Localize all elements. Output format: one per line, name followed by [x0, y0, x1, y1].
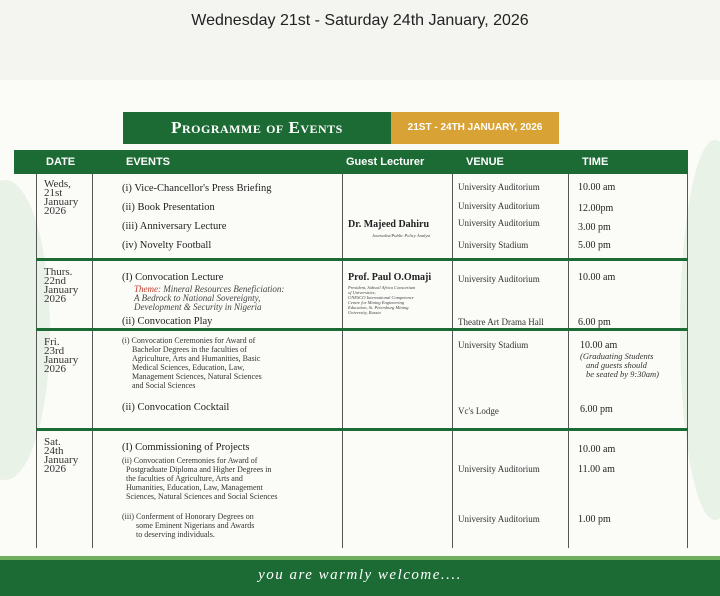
event-item: (i) Vice-Chancellor's Press Briefing — [122, 183, 272, 194]
event-line: (ii) Convocation Ceremonies for Award of — [122, 456, 258, 465]
time: 5.00 pm — [578, 240, 611, 251]
table-line — [92, 174, 93, 548]
time: 3.00 pm — [578, 222, 611, 233]
col-venue: VENUE — [466, 156, 504, 168]
event-item: (I) Commissioning of Projects — [122, 442, 250, 453]
date-line: January — [44, 284, 79, 296]
lecturer-name: Dr. Majeed Dahiru — [348, 219, 430, 230]
event-item — [122, 456, 278, 501]
row-separator — [36, 428, 688, 431]
date-line: 21st — [44, 187, 63, 199]
venue: Theatre Art Drama Hall — [458, 317, 544, 327]
note-line: be seated by 9:30am) — [586, 369, 659, 379]
day2-date — [44, 268, 78, 304]
time: 10.00 am — [578, 182, 616, 193]
col-lecturer: Guest Lecturer — [346, 156, 425, 168]
lecturer-line: UNESCO International Competence — [348, 295, 414, 300]
venue: University Auditorium — [458, 182, 540, 192]
venue: University Auditorium — [458, 218, 540, 228]
theme-label: Theme: — [134, 284, 161, 294]
col-time: TIME — [582, 156, 609, 168]
event-item: (ii) Book Presentation — [122, 202, 215, 213]
date-line: 2026 — [44, 463, 66, 475]
event-item: (ii) Convocation Play — [122, 316, 213, 327]
time: 10.00 am — [580, 340, 618, 351]
lecturer-name: Prof. Paul O.Omaji — [348, 272, 432, 283]
row-separator — [36, 328, 688, 331]
date-line: 2026 — [44, 293, 66, 305]
date-line: 22nd — [44, 275, 66, 287]
venue: University Stadium — [458, 240, 529, 250]
date-line: Weds, — [44, 178, 71, 190]
venue: University Auditorium — [458, 464, 540, 474]
date-line: Wednesday 21st - Saturday 24th January, 2026 — [191, 12, 529, 29]
date-line: Fri. — [44, 336, 60, 348]
lecture-theme — [134, 285, 284, 312]
date-line: 2026 — [44, 363, 66, 375]
table-line — [342, 174, 343, 548]
time: 6.00 pm — [580, 404, 613, 415]
welcome-footer: you are warmly welcome.... — [0, 560, 720, 596]
time: 12.00pm — [578, 203, 614, 214]
col-events: EVENTS — [126, 156, 171, 168]
event-line: (i) Convocation Ceremonies for Award of — [122, 336, 256, 345]
seating-note — [580, 352, 659, 379]
event-line: Bachelor Degrees in the faculties of — [132, 345, 247, 354]
lecturer-title — [348, 285, 415, 315]
event-line: Medical Sciences, Education, Law, — [132, 363, 245, 372]
date-line: 23rd — [44, 345, 65, 357]
event-line: (iii) Conferment of Honorary Degrees on — [122, 512, 254, 521]
time: 6.00 pm — [578, 317, 611, 328]
events-table — [36, 174, 688, 548]
time: 10.00 am — [578, 444, 616, 455]
event-line: Postgraduate Diploma and Higher Degrees in — [126, 465, 272, 474]
table-line — [568, 174, 569, 548]
row-separator — [36, 258, 688, 261]
day4-date — [44, 438, 78, 474]
lecturer-line: Centre for Mining Engineering — [348, 300, 404, 305]
table-line — [687, 174, 688, 548]
event-line: Management Sciences, Natural Sciences — [132, 372, 262, 381]
time: 1.00 pm — [578, 514, 611, 525]
venue: University Stadium — [458, 340, 529, 350]
event-line: the faculties of Agriculture, Arts and — [126, 474, 243, 483]
note-line: (Graduating Students — [580, 351, 654, 361]
date-line: January — [44, 196, 79, 208]
date-line: January — [44, 354, 79, 366]
lecturer-line: University, Russia — [348, 310, 381, 315]
time: 10.00 am — [578, 272, 616, 283]
day1-date — [44, 180, 78, 216]
lecturer-line: of Universities; — [348, 290, 376, 295]
programme-dates: 21ST - 24TH JANUARY, 2026 — [391, 112, 559, 144]
day3-date — [44, 338, 78, 374]
venue: Vc's Lodge — [458, 406, 499, 416]
col-date: DATE — [46, 156, 76, 168]
event-item: (ii) Convocation Cocktail — [122, 402, 230, 413]
theme-line: Development & Security in Nigeria — [134, 302, 262, 312]
date-line: 2026 — [44, 205, 66, 217]
event-item: (iv) Novelty Football — [122, 240, 212, 251]
date-line: 24th — [44, 445, 64, 457]
table-line — [36, 174, 37, 548]
event-line: to deserving individuals. — [136, 530, 215, 539]
venue: University Auditorium — [458, 514, 540, 524]
lecturer-line: Education, St. Petersburg Mining — [348, 305, 409, 310]
date-line: Sat. — [44, 436, 61, 448]
table-line — [452, 174, 453, 548]
programme-title: Programme of Events — [123, 112, 391, 144]
event-line: Agriculture, Arts and Humanities, Basic — [132, 354, 261, 363]
venue: University Auditorium — [458, 274, 540, 284]
event-item — [122, 512, 254, 539]
event-line: some Eminent Nigerians and Awards — [136, 521, 255, 530]
date-line: Thurs. — [44, 266, 73, 278]
note-line: and guests should — [586, 360, 647, 370]
event-line: Humanities, Education, Law, Management — [126, 483, 263, 492]
lecturer-title: Journalist/Public Policy Analyst — [372, 233, 431, 238]
time: 11.00 am — [578, 464, 615, 475]
event-item: (I) Convocation Lecture — [122, 272, 224, 283]
table-header — [14, 150, 688, 174]
theme-line: Mineral Resources Beneficiation: — [163, 284, 285, 294]
event-line: and Social Sciences — [132, 381, 196, 390]
venue: University Auditorium — [458, 201, 540, 211]
date-line: January — [44, 454, 79, 466]
event-line: Sciences, Natural Sciences and Social Sciences — [126, 492, 278, 501]
event-item: (iii) Anniversary Lecture — [122, 221, 227, 232]
theme-line: A Bedrock to National Sovereignty, — [134, 293, 261, 303]
lecturer-line: President, Subsoil Africa Consortium — [348, 285, 416, 290]
event-item — [122, 336, 262, 390]
